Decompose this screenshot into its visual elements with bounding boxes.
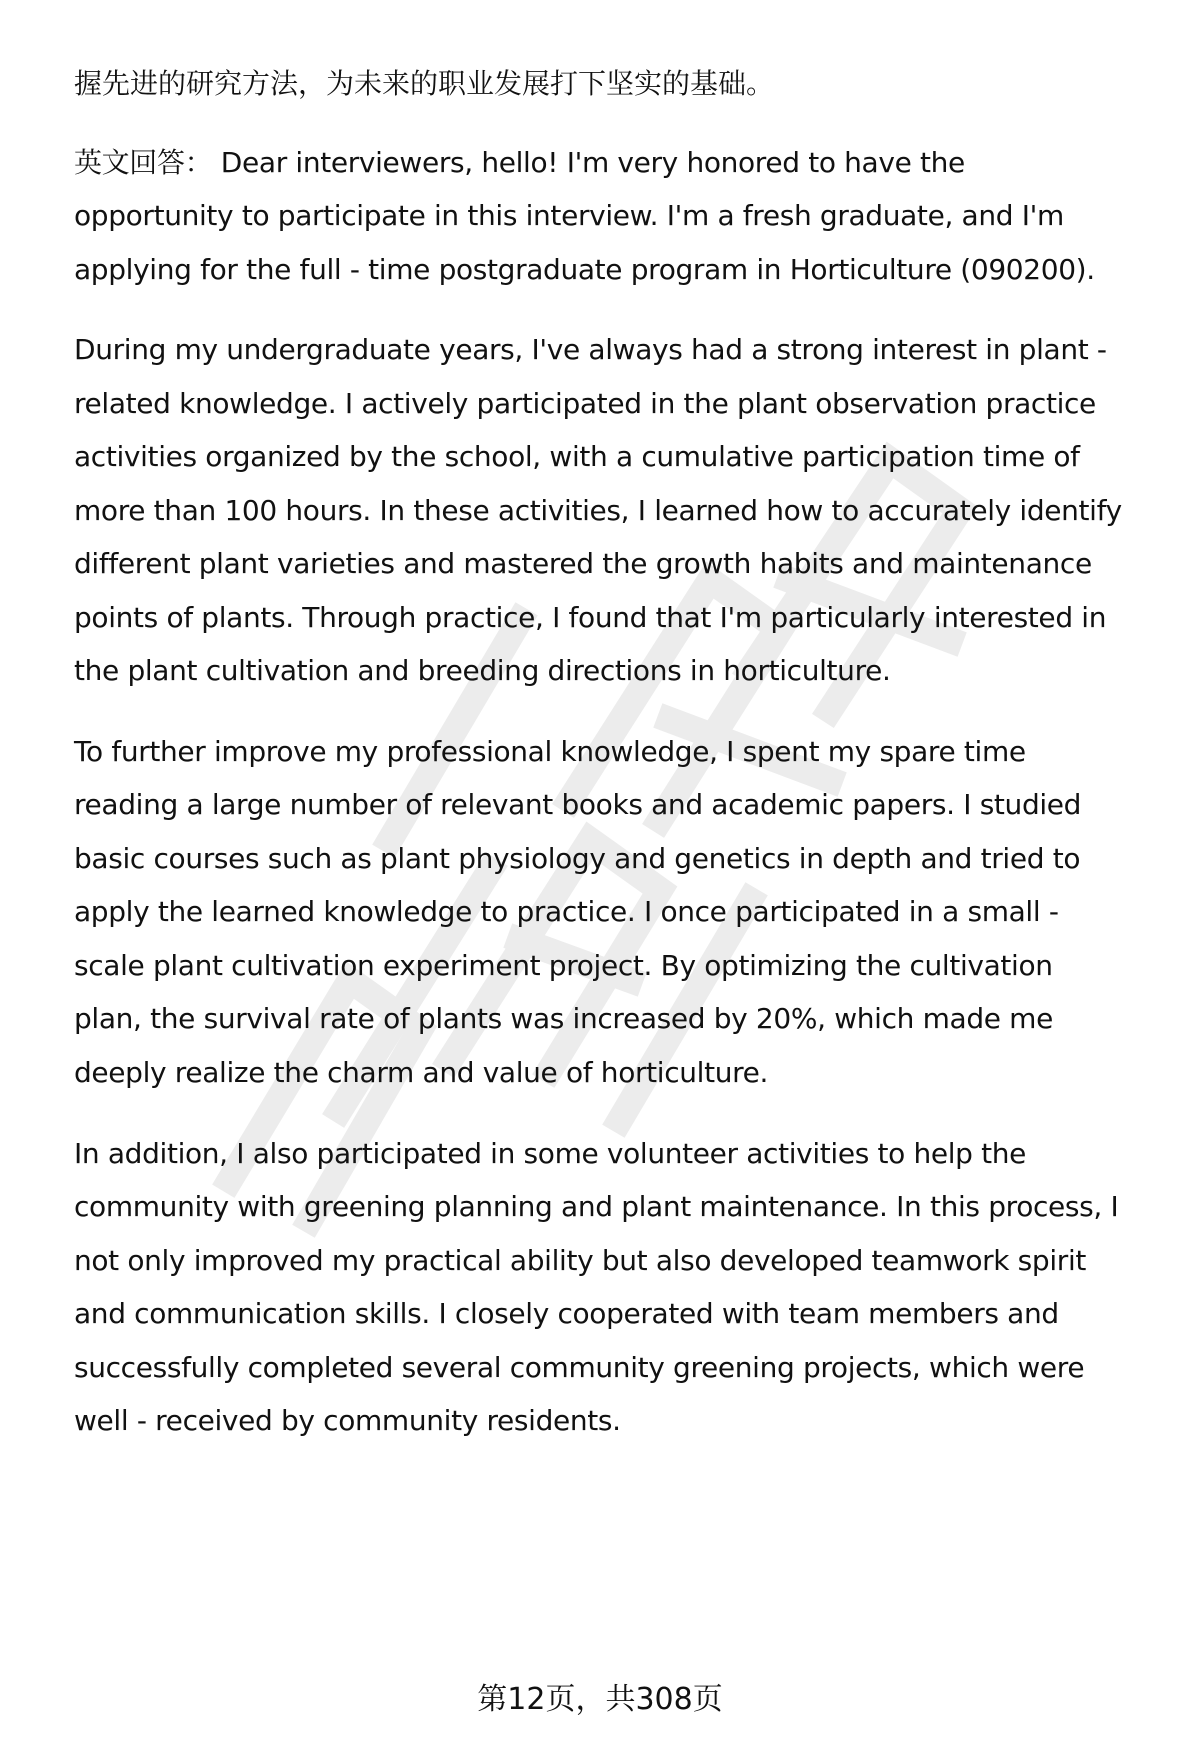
paragraph-line: and communication skills. I closely cooperated with team members and (74, 1297, 1059, 1330)
paragraph-line: scale plant cultivation experiment project. By optimizing the cultivation (74, 949, 1053, 982)
paragraph-line: successfully completed several community greening projects, which were (74, 1351, 1085, 1384)
paragraph-line: During my undergraduate years, I've always had a strong interest in plant - (74, 333, 1107, 366)
paragraph-line: well - received by community residents. (74, 1404, 621, 1437)
paragraph-line: reading a large number of relevant books and academic papers. I studied (74, 788, 1082, 821)
continuation-line: 握先进的研究方法，为未来的职业发展打下坚实的基础。 (74, 67, 775, 100)
paragraph-line: the plant cultivation and breeding directions in horticulture. (74, 654, 891, 687)
paragraph-line: basic courses such as plant physiology and genetics in depth and tried to (74, 842, 1081, 875)
paragraph-line: To further improve my professional knowledge, I spent my spare time (74, 735, 1026, 768)
paragraph-line: applying for the full - time postgraduate program in Horticulture (090200). (74, 253, 1095, 286)
paragraph-line: opportunity to participate in this interview. I'm a fresh graduate, and I'm (74, 199, 1064, 232)
paragraph-line: points of plants. Through practice, I found that I'm particularly interested in (74, 601, 1107, 634)
paragraph-line: apply the learned knowledge to practice. I once participated in a small - (74, 895, 1059, 928)
paragraph-line: activities organized by the school, with a cumulative participation time of (74, 440, 1080, 473)
page-number-footer: 第12页，共308页 (477, 1682, 723, 1717)
paragraph-line: In addition, I also participated in some volunteer activities to help the (74, 1137, 1027, 1170)
paragraph-line: plan, the survival rate of plants was increased by 20%, which made me (74, 1002, 1053, 1035)
paragraph-line: not only improved my practical ability but also developed teamwork spirit (74, 1244, 1086, 1277)
paragraph-line: more than 100 hours. In these activities, I learned how to accurately identify (74, 494, 1122, 527)
paragraph-line: related knowledge. I actively participated in the plant observation practice (74, 387, 1096, 420)
paragraph-line: 英文回答： Dear interviewers, hello! I'm very honored to have the (74, 146, 965, 179)
watermark-graphic (190, 420, 1010, 1240)
paragraph-line: community with greening planning and plant maintenance. In this process, I (74, 1190, 1119, 1223)
paragraph-line: deeply realize the charm and value of horticulture. (74, 1056, 769, 1089)
paragraph-line: different plant varieties and mastered the growth habits and maintenance (74, 547, 1092, 580)
